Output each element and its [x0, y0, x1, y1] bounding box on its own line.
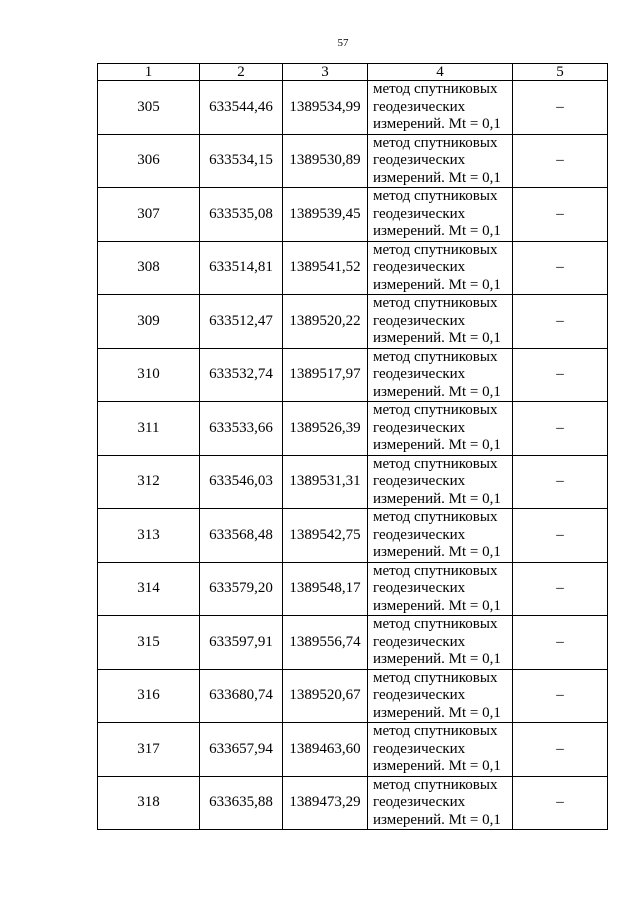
table-row	[98, 509, 608, 563]
method-cell: метод спутниковых геодезических измерений. Mt = 0,1	[368, 562, 513, 616]
x-coordinate-cell: 633657,94	[200, 723, 283, 777]
table-row	[98, 402, 608, 456]
note-cell: –	[513, 188, 608, 242]
method-cell: метод спутниковых геодезических измерений. Mt = 0,1	[368, 402, 513, 456]
note-cell: –	[513, 562, 608, 616]
method-cell: метод спутниковых геодезических измерений. Mt = 0,1	[368, 348, 513, 402]
table-row	[98, 776, 608, 830]
point-number-cell: 316	[98, 669, 200, 723]
table-row	[98, 562, 608, 616]
x-coordinate-cell: 633544,46	[200, 81, 283, 135]
x-coordinate-cell: 633533,66	[200, 402, 283, 456]
table-header	[98, 64, 608, 81]
note-cell: –	[513, 134, 608, 188]
x-coordinate-cell: 633532,74	[200, 348, 283, 402]
note-cell: –	[513, 455, 608, 509]
table-row	[98, 348, 608, 402]
method-cell: метод спутниковых геодезических измерений. Mt = 0,1	[368, 241, 513, 295]
note-cell: –	[513, 616, 608, 670]
method-cell: метод спутниковых геодезических измерений. Mt = 0,1	[368, 616, 513, 670]
x-coordinate-cell: 633568,48	[200, 509, 283, 563]
table-row	[98, 134, 608, 188]
table-row	[98, 455, 608, 509]
point-number-cell: 308	[98, 241, 200, 295]
x-coordinate-cell: 633546,03	[200, 455, 283, 509]
point-number-cell: 309	[98, 295, 200, 349]
method-cell: метод спутниковых геодезических измерений. Mt = 0,1	[368, 723, 513, 777]
header-row	[98, 64, 608, 81]
y-coordinate-cell: 1389542,75	[283, 509, 368, 563]
x-coordinate-cell: 633597,91	[200, 616, 283, 670]
x-coordinate-cell: 633680,74	[200, 669, 283, 723]
y-coordinate-cell: 1389548,17	[283, 562, 368, 616]
column-header-4: 4	[368, 64, 513, 81]
method-cell: метод спутниковых геодезических измерений. Mt = 0,1	[368, 509, 513, 563]
point-number-cell: 306	[98, 134, 200, 188]
x-coordinate-cell: 633535,08	[200, 188, 283, 242]
x-coordinate-cell: 633534,15	[200, 134, 283, 188]
note-cell: –	[513, 295, 608, 349]
x-coordinate-cell: 633514,81	[200, 241, 283, 295]
table-row	[98, 616, 608, 670]
y-coordinate-cell: 1389520,22	[283, 295, 368, 349]
point-number-cell: 307	[98, 188, 200, 242]
point-number-cell: 318	[98, 776, 200, 830]
method-cell: метод спутниковых геодезических измерений. Mt = 0,1	[368, 134, 513, 188]
table-row	[98, 241, 608, 295]
point-number-cell: 305	[98, 81, 200, 135]
method-cell: метод спутниковых геодезических измерений. Mt = 0,1	[368, 295, 513, 349]
y-coordinate-cell: 1389556,74	[283, 616, 368, 670]
column-header-2: 2	[200, 64, 283, 81]
column-header-3: 3	[283, 64, 368, 81]
method-cell: метод спутниковых геодезических измерений. Mt = 0,1	[368, 81, 513, 135]
point-number-cell: 310	[98, 348, 200, 402]
note-cell: –	[513, 776, 608, 830]
x-coordinate-cell: 633635,88	[200, 776, 283, 830]
coordinates-table	[97, 63, 608, 830]
note-cell: –	[513, 669, 608, 723]
column-header-1: 1	[98, 64, 200, 81]
y-coordinate-cell: 1389526,39	[283, 402, 368, 456]
point-number-cell: 314	[98, 562, 200, 616]
y-coordinate-cell: 1389541,52	[283, 241, 368, 295]
note-cell: –	[513, 348, 608, 402]
table-row	[98, 669, 608, 723]
y-coordinate-cell: 1389520,67	[283, 669, 368, 723]
x-coordinate-cell: 633512,47	[200, 295, 283, 349]
point-number-cell: 311	[98, 402, 200, 456]
table-row	[98, 723, 608, 777]
method-cell: метод спутниковых геодезических измерений. Mt = 0,1	[368, 188, 513, 242]
y-coordinate-cell: 1389463,60	[283, 723, 368, 777]
note-cell: –	[513, 509, 608, 563]
note-cell: –	[513, 81, 608, 135]
table-body	[98, 81, 608, 830]
method-cell: метод спутниковых геодезических измерений. Mt = 0,1	[368, 776, 513, 830]
y-coordinate-cell: 1389534,99	[283, 81, 368, 135]
method-cell: метод спутниковых геодезических измерений. Mt = 0,1	[368, 455, 513, 509]
point-number-cell: 313	[98, 509, 200, 563]
y-coordinate-cell: 1389531,31	[283, 455, 368, 509]
y-coordinate-cell: 1389473,29	[283, 776, 368, 830]
note-cell: –	[513, 241, 608, 295]
x-coordinate-cell: 633579,20	[200, 562, 283, 616]
table-row	[98, 295, 608, 349]
method-cell: метод спутниковых геодезических измерений. Mt = 0,1	[368, 669, 513, 723]
point-number-cell: 315	[98, 616, 200, 670]
note-cell: –	[513, 723, 608, 777]
table-row	[98, 81, 608, 135]
note-cell: –	[513, 402, 608, 456]
column-header-5: 5	[513, 64, 608, 81]
point-number-cell: 317	[98, 723, 200, 777]
y-coordinate-cell: 1389530,89	[283, 134, 368, 188]
page-number: 57	[337, 37, 349, 49]
table-row	[98, 188, 608, 242]
point-number-cell: 312	[98, 455, 200, 509]
y-coordinate-cell: 1389517,97	[283, 348, 368, 402]
y-coordinate-cell: 1389539,45	[283, 188, 368, 242]
